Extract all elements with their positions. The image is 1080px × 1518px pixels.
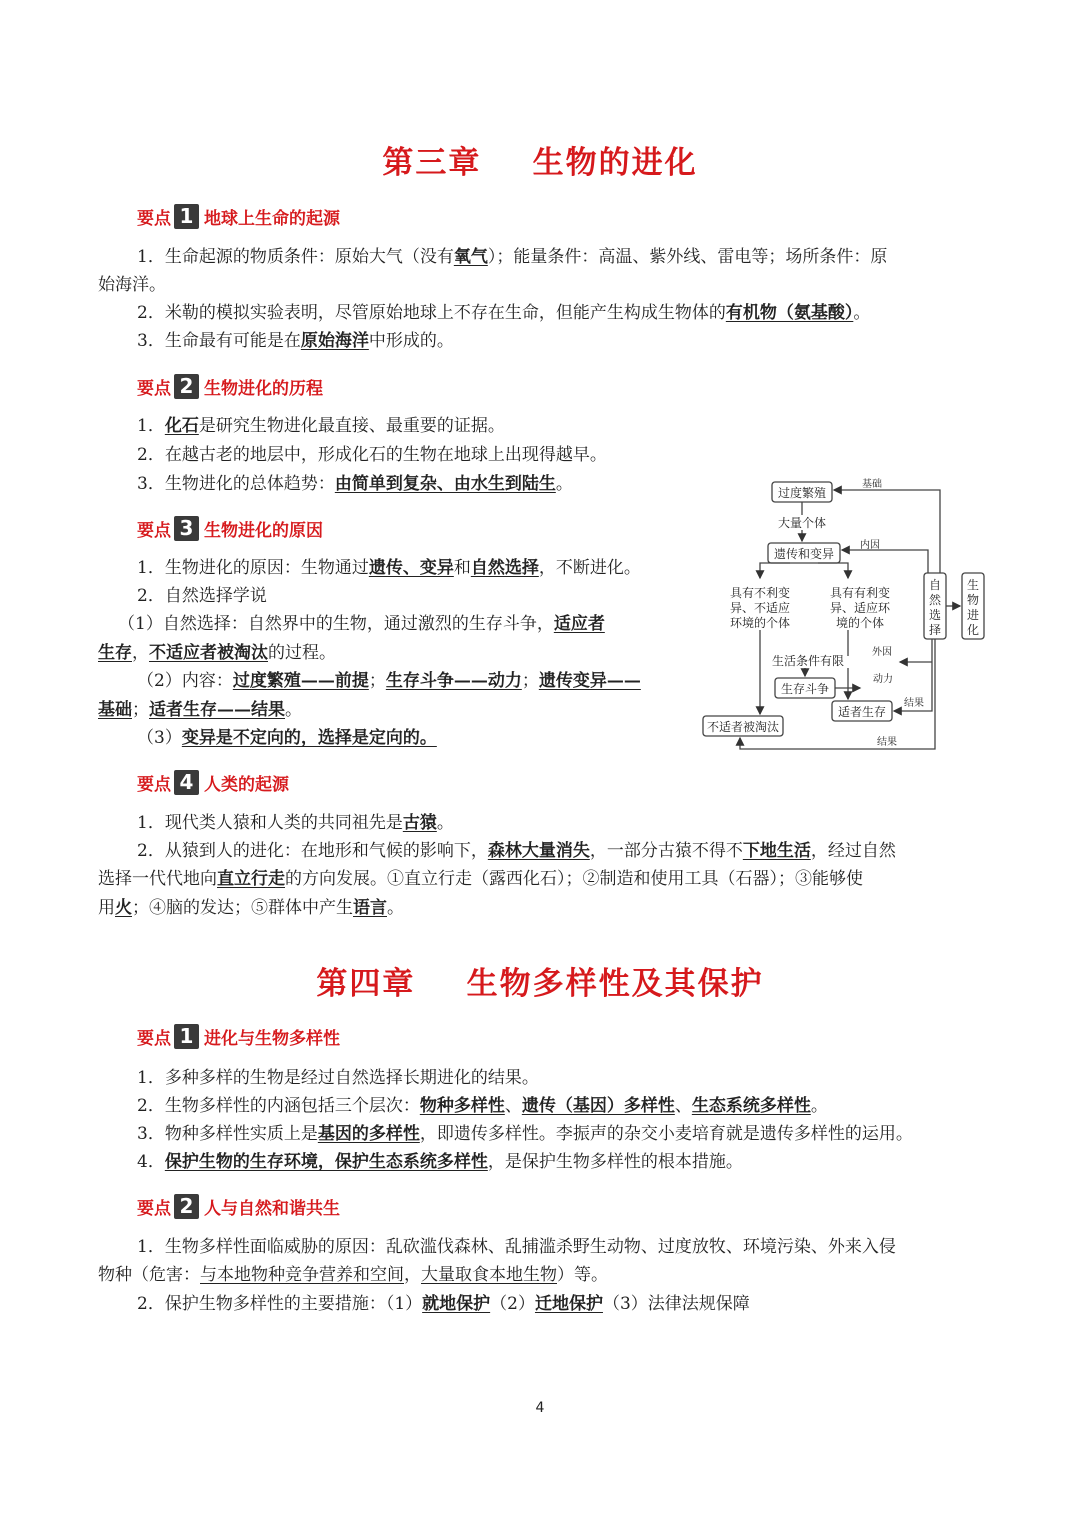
text: 。 bbox=[387, 898, 404, 918]
paragraph bbox=[98, 700, 302, 720]
node-heredity: 遗传和变异 bbox=[773, 547, 835, 561]
kp-number-badge: 3 bbox=[174, 516, 199, 541]
arrow bbox=[818, 563, 848, 578]
paragraph bbox=[137, 1124, 913, 1144]
key-term: 由简单到复杂、由水生到陆生 bbox=[334, 474, 556, 494]
text: 。 bbox=[853, 303, 871, 323]
text: 物种（危害： bbox=[98, 1265, 200, 1285]
key-term: 化石 bbox=[164, 416, 199, 436]
text: 2．保护生物多样性的主要措施：（1） bbox=[137, 1294, 423, 1314]
text: 是研究生物进化最直接、最重要的证据。 bbox=[198, 416, 505, 436]
kp4-2-header bbox=[137, 1192, 340, 1220]
key-term: 生存 bbox=[98, 643, 132, 663]
paragraph bbox=[137, 1294, 750, 1314]
text: 选择一代代地向 bbox=[98, 869, 217, 889]
key-term: 语言 bbox=[353, 898, 387, 918]
key-term: 森林大量消失 bbox=[487, 841, 590, 861]
kp-prefix: 要点 bbox=[137, 1198, 171, 1219]
text: 3．物种多样性实质上是 bbox=[137, 1124, 318, 1144]
key-term: 保护生物的生存环境，保护生态系统多样性 bbox=[164, 1152, 488, 1172]
key-term: 生存斗争——动力 bbox=[385, 671, 522, 691]
paragraph bbox=[98, 869, 863, 889]
text: ， bbox=[132, 643, 149, 663]
kp-title: 人与自然和谐共生 bbox=[204, 1198, 340, 1219]
label-result-1: 结果 bbox=[904, 698, 924, 709]
text: （3）法律法规保障 bbox=[602, 1294, 750, 1314]
text: 用 bbox=[98, 898, 115, 918]
label-power: 动力 bbox=[873, 674, 893, 685]
label-external: 外因 bbox=[872, 647, 892, 658]
text: 2．从猿到人的进化：在地形和气候的影响下， bbox=[137, 841, 488, 861]
key-term: 适应者 bbox=[553, 614, 605, 634]
node-natsel-1: 自 bbox=[928, 578, 942, 592]
paragraph bbox=[137, 813, 454, 833]
paragraph bbox=[137, 841, 896, 861]
key-term: 遗传变异—— bbox=[538, 671, 641, 691]
kp-prefix: 要点 bbox=[137, 774, 171, 795]
node-evo-4: 化 bbox=[966, 623, 980, 637]
text: 1．生命起源的物质条件：原始大气（没有 bbox=[137, 247, 454, 267]
paragraph bbox=[137, 474, 573, 494]
chapter4-title: 第四章 生物多样性及其保护 bbox=[316, 966, 764, 1002]
text: 。 bbox=[555, 474, 573, 494]
key-term: 生态系统多样性 bbox=[691, 1096, 811, 1116]
text: ；④脑的发达；⑤群体中产生 bbox=[132, 898, 353, 918]
node-struggle: 生存斗争 bbox=[780, 682, 830, 696]
paragraph bbox=[137, 1152, 743, 1172]
text: 1． bbox=[137, 416, 165, 436]
text: ，即遗传多样性。李振声的杂交小麦培育就是遗传多样性的运用。 bbox=[419, 1124, 913, 1144]
key-term: 火 bbox=[115, 898, 132, 918]
paragraph: 1．生物多样性面临威胁的原因：乱砍滥伐森林、乱捕滥杀野生动物、过度放牧、环境污染、外来入侵 bbox=[137, 1237, 896, 1257]
node-natsel-2: 然 bbox=[928, 593, 942, 607]
node-fav-2: 异、适应环 bbox=[829, 601, 891, 615]
node-unfav-2: 异、不适应 bbox=[729, 601, 791, 615]
text: 2．米勒的模拟实验表明，尽管原始地球上不存在生命，但能产生构成生物体的 bbox=[137, 303, 726, 323]
label-internal: 内因 bbox=[860, 540, 880, 551]
node-natsel-3: 选 bbox=[928, 608, 942, 622]
key-term: 物种多样性 bbox=[419, 1096, 505, 1116]
paragraph: 2．在越古老的地层中，形成化石的生物在地球上出现得越早。 bbox=[137, 445, 607, 465]
key-term: 就地保护 bbox=[422, 1294, 491, 1314]
arrow bbox=[834, 490, 940, 573]
natural-selection-flowchart bbox=[700, 470, 990, 755]
key-term: 迁地保护 bbox=[534, 1294, 603, 1314]
key-term: 古猿 bbox=[402, 813, 437, 833]
paragraph bbox=[98, 643, 336, 663]
key-term: 基础 bbox=[98, 700, 132, 720]
paragraph bbox=[98, 898, 404, 918]
kp3-3-header bbox=[137, 514, 323, 542]
key-term: 原始海洋 bbox=[300, 331, 369, 351]
paragraph bbox=[137, 247, 887, 267]
text: 3．生命最有可能是在 bbox=[137, 331, 301, 351]
node-unfav-3: 环境的个体 bbox=[729, 616, 791, 630]
text: 的方向发展。①直立行走（露西化石）；②制造和使用工具（石器）；③能够使 bbox=[285, 869, 863, 889]
text: 中形成的。 bbox=[368, 331, 454, 351]
key-term: 氧气 bbox=[453, 247, 488, 267]
paragraph bbox=[137, 1096, 828, 1116]
text: 的过程。 bbox=[268, 643, 336, 663]
paragraph: 始海洋。 bbox=[98, 275, 166, 295]
paragraph bbox=[137, 728, 437, 748]
text: ， bbox=[404, 1265, 421, 1285]
text: 4． bbox=[137, 1152, 165, 1172]
text: （2） bbox=[490, 1294, 535, 1314]
key-term: 自然选择 bbox=[470, 558, 539, 578]
text: 。 bbox=[436, 813, 454, 833]
node-limited: 生活条件有限 bbox=[771, 654, 845, 668]
kp-title: 生物进化的原因 bbox=[204, 520, 323, 541]
key-term: 下地生活 bbox=[742, 841, 811, 861]
text: 3．生物进化的总体趋势： bbox=[137, 474, 335, 494]
node-eliminate: 不适者被淘汰 bbox=[706, 720, 780, 734]
key-term: 变异是不定向的，选择是定向的。 bbox=[181, 728, 437, 748]
key-term: 过度繁殖——前提 bbox=[232, 671, 369, 691]
text: 。 bbox=[810, 1096, 828, 1116]
kp-number-badge: 2 bbox=[174, 374, 199, 399]
arrow bbox=[760, 563, 790, 578]
arrow bbox=[842, 550, 928, 573]
text: （3） bbox=[137, 728, 182, 748]
kp3-4-header bbox=[137, 768, 289, 796]
text: ）等。 bbox=[557, 1265, 608, 1285]
kp-title: 进化与生物多样性 bbox=[204, 1028, 340, 1049]
node-survive: 适者生存 bbox=[837, 705, 887, 719]
node-evo-1: 生 bbox=[966, 578, 980, 592]
text: ； bbox=[132, 700, 149, 720]
text: ，不断进化。 bbox=[538, 558, 641, 578]
node-fav-3: 境的个体 bbox=[835, 616, 885, 630]
kp-number-badge: 4 bbox=[174, 770, 199, 795]
key-term: 有机物（氨基酸） bbox=[725, 303, 854, 323]
paragraph: 1．多种多样的生物是经过自然选择长期进化的结果。 bbox=[137, 1068, 539, 1088]
kp-title: 人类的起源 bbox=[204, 774, 289, 795]
kp-prefix: 要点 bbox=[137, 208, 171, 229]
label-base: 基础 bbox=[862, 479, 882, 490]
kp-number-badge: 1 bbox=[174, 1024, 199, 1049]
label-result-2: 结果 bbox=[877, 737, 897, 748]
text: ，是保护生物多样性的根本措施。 bbox=[487, 1152, 743, 1172]
node-many: 大量个体 bbox=[777, 516, 827, 530]
node-unfav-1: 具有不利变 bbox=[729, 586, 791, 600]
node-evo-3: 进 bbox=[966, 608, 980, 622]
text: （2）内容： bbox=[137, 671, 233, 691]
kp-title: 地球上生命的起源 bbox=[204, 208, 340, 229]
node-fav-1: 具有有利变 bbox=[829, 586, 891, 600]
text: ； bbox=[521, 671, 539, 691]
text: ）；能量条件：高温、紫外线、雷电等；场所条件：原 bbox=[487, 247, 888, 267]
kp4-1-header bbox=[137, 1022, 340, 1050]
node-evo-2: 物 bbox=[966, 593, 980, 607]
text: （1）自然选择：自然界中的生物，通过激烈的生存斗争， bbox=[118, 614, 554, 634]
key-term: 与本地物种竞争营养和空间 bbox=[200, 1265, 404, 1285]
key-term: 直立行走 bbox=[217, 869, 285, 889]
chapter3-title: 第三章 生物的进化 bbox=[382, 145, 698, 181]
kp-number-badge: 2 bbox=[174, 1194, 199, 1219]
text: ； bbox=[368, 671, 386, 691]
text: 、 bbox=[674, 1096, 692, 1116]
kp-title: 生物进化的历程 bbox=[204, 378, 323, 399]
text: 1．生物进化的原因：生物通过 bbox=[137, 558, 369, 578]
text: 1．现代类人猿和人类的共同祖先是 bbox=[137, 813, 403, 833]
text: 2．生物多样性的内涵包括三个层次： bbox=[137, 1096, 420, 1116]
key-term: 大量取食本地生物 bbox=[421, 1265, 557, 1285]
page-number: 4 bbox=[535, 1400, 545, 1416]
node-natsel-4: 择 bbox=[928, 623, 942, 637]
kp3-2-header bbox=[137, 372, 323, 400]
kp-prefix: 要点 bbox=[137, 1028, 171, 1049]
paragraph bbox=[118, 614, 605, 634]
text: ，经过自然 bbox=[810, 841, 896, 861]
text: 。 bbox=[285, 700, 302, 720]
paragraph bbox=[98, 1265, 608, 1285]
key-term: 适者生存——结果 bbox=[149, 700, 285, 720]
key-term: 遗传、变异 bbox=[368, 558, 454, 578]
text: 、 bbox=[504, 1096, 522, 1116]
paragraph: 2．自然选择学说 bbox=[137, 586, 267, 606]
kp-prefix: 要点 bbox=[137, 520, 171, 541]
key-term: 基因的多样性 bbox=[317, 1124, 420, 1144]
node-overbreed: 过度繁殖 bbox=[777, 486, 827, 500]
paragraph bbox=[137, 558, 641, 578]
text: 和 bbox=[453, 558, 471, 578]
key-term: 遗传（基因）多样性 bbox=[521, 1096, 675, 1116]
paragraph bbox=[137, 303, 870, 323]
text: ，一部分古猿不得不 bbox=[589, 841, 743, 861]
kp-prefix: 要点 bbox=[137, 378, 171, 399]
paragraph bbox=[137, 671, 641, 691]
paragraph bbox=[137, 331, 454, 351]
key-term: 不适应者被淘汰 bbox=[149, 643, 268, 663]
paragraph bbox=[137, 416, 505, 436]
kp3-1-header bbox=[137, 202, 340, 230]
kp-number-badge: 1 bbox=[174, 204, 199, 229]
